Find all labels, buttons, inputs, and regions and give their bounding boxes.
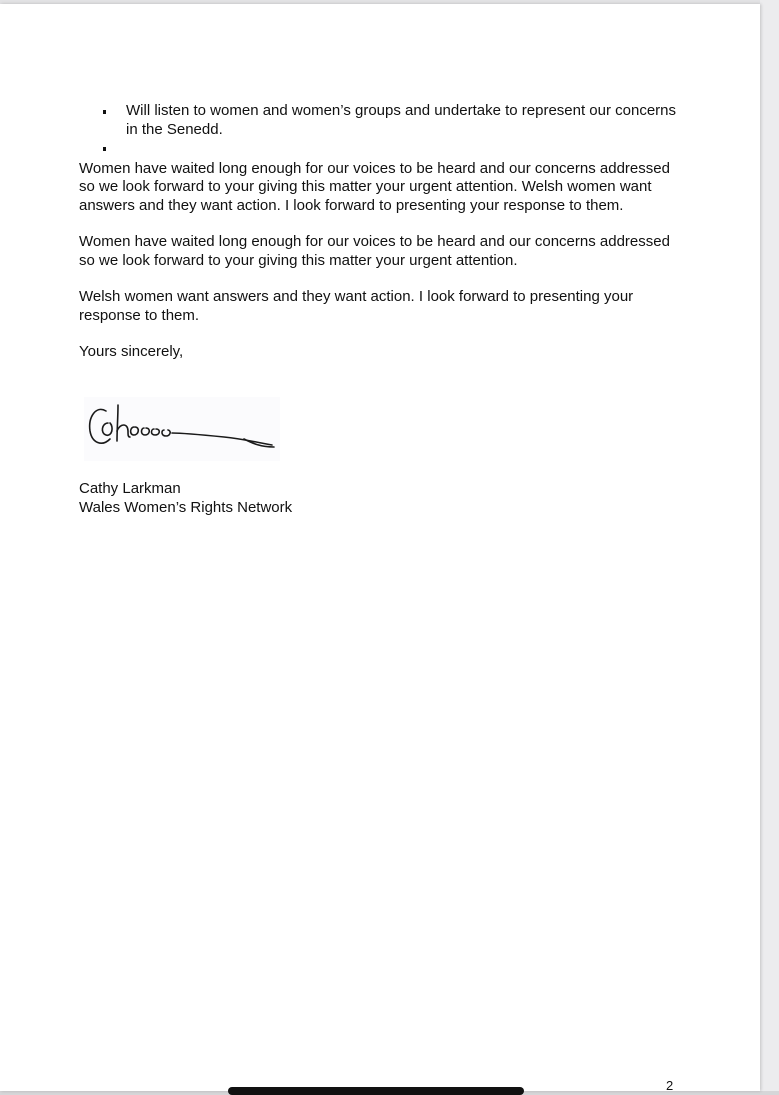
signer-organization: Wales Women’s Rights Network	[79, 498, 293, 516]
viewer-background	[760, 0, 779, 1091]
list-item	[79, 139, 679, 158]
list-item	[79, 102, 679, 139]
closing: Yours sincerely,	[79, 343, 184, 360]
bullet-text: Will listen to women and women’s groups and undertake to represent our concerns in the Senedd.	[126, 102, 677, 138]
document-page	[0, 4, 760, 1091]
page-number: 2	[666, 1078, 674, 1093]
paragraph: Women have waited long enough for our voices to be heard and our concerns addressed so we look forward to your giving this matter your urgent attention.	[79, 233, 670, 269]
paragraph: Welsh women want answers and they want action. I look forward to presenting your response to them.	[79, 288, 634, 324]
letter-body	[79, 102, 679, 380]
handwritten-signature	[84, 397, 280, 461]
bullet-list	[79, 102, 679, 158]
signature-image	[84, 397, 280, 461]
signature-block	[79, 480, 292, 517]
signer-name: Cathy Larkman	[79, 480, 181, 497]
paragraph: Women have waited long enough for our voices to be heard and our concerns addressed so we look forward to your giving this matter your urgent attention. Welsh women want answers and they want action. I look forward to presenting your response to them.	[79, 159, 670, 214]
home-indicator[interactable]	[228, 1087, 524, 1095]
